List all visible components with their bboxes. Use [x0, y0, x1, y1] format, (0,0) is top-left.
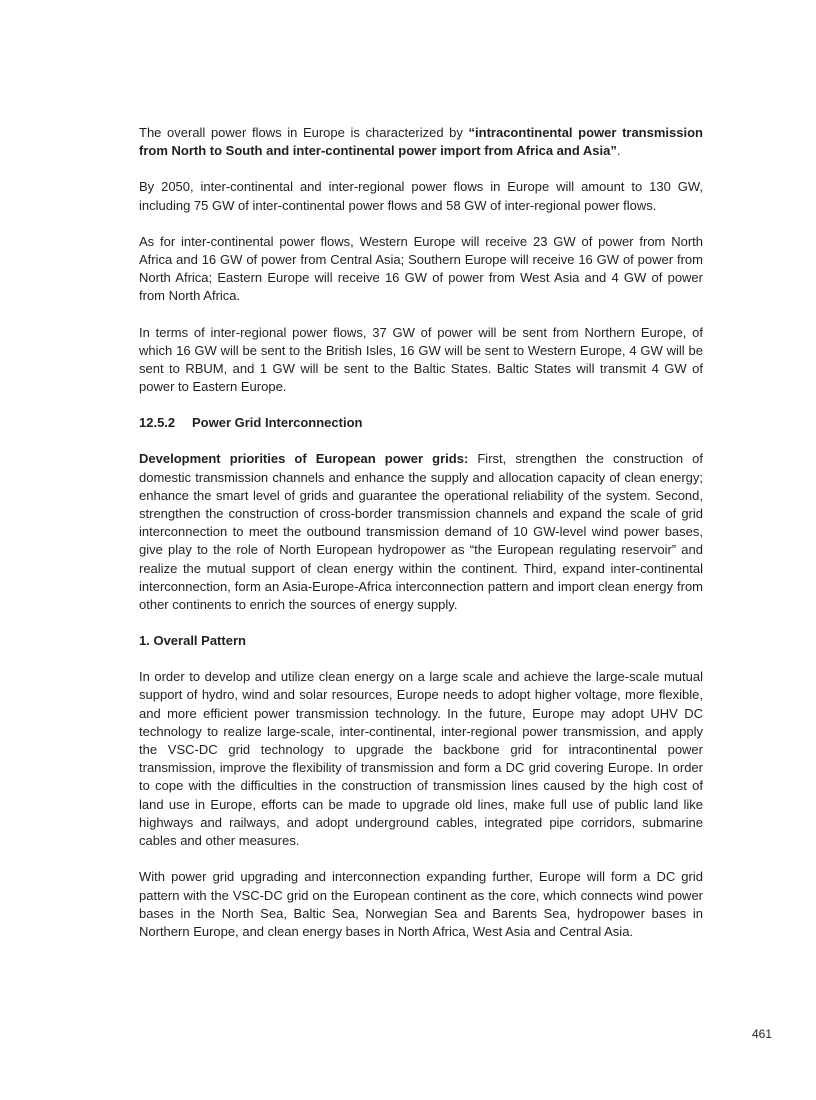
page-number: 461 [751, 1027, 772, 1041]
paragraph-overall-pattern: In order to develop and utilize clean energy on a large scale and achieve the large-scale mutual support of hydro, wind and solar resources, Europe needs to adopt higher voltage, more flexible, and more efficient power transmission technology. In the future, Europe may adopt UHV DC technology to realize large-scale, inter-continental, inter-regional power transmission, and apply the VSC-DC grid technology to upgrade the backbone grid for intracontinental power transmission, improve the flexibility of transmission and form a DC grid covering Europe. In order to cope with the difficulties in the construction of transmission lines caused by the high cost of land use in Europe, efforts can be made to upgrade old lines, make full use of public land like highways and railways, and adopt underground cables, integrated pipe corridors, submarine cables and other measures. [139, 669, 703, 849]
paragraph-dc-grid-pattern: With power grid upgrading and interconnection expanding further, Europe will form a DC grid pattern with the VSC-DC grid on the European continent as the core, which connects wind power bases in the North Sea, Baltic Sea, Norwegian Sea and Barents Sea, hydropower bases in Northern Europe, and clean energy bases in North Africa, West Asia and Central Asia. [139, 869, 703, 939]
paragraph-2050-flows: By 2050, inter-continental and inter-regional power flows in Europe will amount to 130 GW, including 75 GW of inter-continental power flows and 58 GW of inter-regional power flows. [139, 179, 703, 213]
section-number: 12.5.2 [139, 415, 176, 431]
paragraph-text: The overall power flows in Europe is characterized by [139, 125, 469, 140]
paragraph-text: . [616, 143, 621, 159]
document-body [139, 124, 703, 941]
paragraph-inter-regional-flows: In terms of inter-regional power flows, 37 GW of power will be sent from Northern Europe, of which 16 GW will be sent to the British Isles, 16 GW will be sent to Western Europe, 4 GW will be sent to RBUM, and 1 GW will be sent to the Baltic States. Baltic States will transmit 4 GW of power to Eastern Europe. [139, 324, 703, 395]
priorities-body: First, strengthen the construction of domestic transmission channels and enhance the supply and allocation capacity of clean energy; enhance the smart level of grids and guarantee the operational reliability of the system. Second, strengthen the construction of cross-border transmission channels and expand the scale of grid interconnection to meet the outbound transmission demand of 10 GW-level wind power bases, give play to the role of North European hydropower as “the European regulating reservoir” and realize the mutual support of clean energy within the continent. Third, expand inter-continental interconnection, form an Asia-Europe-Africa interconnection pattern and import clean energy from other continents to enrich the sources of energy supply. [139, 451, 703, 613]
paragraph-power-flows-overview [139, 124, 703, 160]
section-heading [139, 414, 703, 432]
emphasized-text: “intracontinental power transmission from North to South and inter-continental power import from Africa and Asia” [139, 125, 703, 159]
section-title: Power Grid Interconnection [192, 415, 363, 431]
subsection-heading: 1. Overall Pattern [139, 633, 246, 649]
paragraph-inter-continental-flows: As for inter-continental power flows, Western Europe will receive 23 GW of power from North Africa and 16 GW of power from Central Asia; Southern Europe will receive 16 GW of power from North Africa; Eastern Europe will receive 16 GW of power from West Asia and 4 GW of power from North Africa. [139, 233, 703, 304]
priorities-lead: Development priorities of European power grids: [139, 451, 469, 467]
paragraph-development-priorities [139, 450, 703, 614]
